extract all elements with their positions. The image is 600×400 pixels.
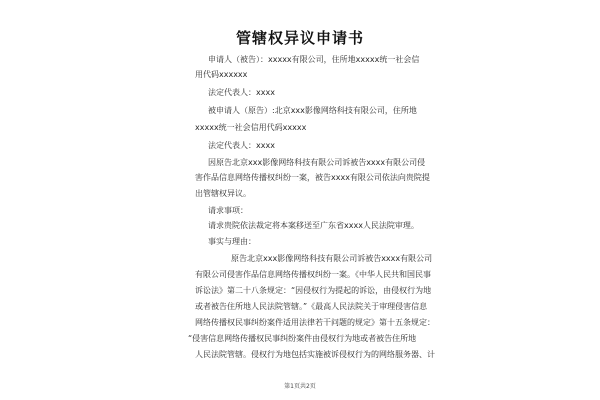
body-line: 申请人（被告）：xxxxx有限公司，住所地xxxxx统一社会信 (208, 55, 420, 64)
body-line: 请求事项： (208, 206, 248, 215)
body-line: 出管辖权异议。 (195, 189, 251, 198)
body-line: 被申请人（原告）:北京xxx影像网络科技有限公司，住所地 (208, 106, 417, 115)
body-line: 人民法院管辖。侵权行为地包括实施被诉侵权行为的网络服务器、计 (195, 350, 435, 359)
body-line: 或者被告住所地人民法院管辖。”《最高人民法院关于审理侵害信息 (195, 302, 428, 311)
body-line: 有限公司侵害作品信息网络传播权纠纷一案。《中华人民共和国民事 (195, 270, 431, 279)
body-line: 因原告北京xxx影像网络科技有限公司诉被告xxxx有限公司侵 (208, 158, 426, 167)
body-line: 事实与理由： (208, 237, 256, 246)
document-title: 管辖权异议申请书 (235, 29, 364, 47)
body-line: 法定代表人：xxxx (208, 88, 275, 97)
body-line: xxxxx统一社会信用代码xxxxx (195, 123, 307, 132)
body-line: 诉讼法》第二十八条规定：“因侵权行为提起的诉讼，由侵权行为地 (195, 286, 432, 295)
body-line: “侵害信息网络传播权民事纠纷案件由侵权行为地或者被告住所地 (188, 334, 417, 343)
body-line: 法定代表人：xxxx (208, 141, 275, 150)
body-line: 害作品信息网络传播权纠纷一案，被告xxxx有限公司依法向贵院提 (195, 173, 430, 182)
body-line: 用代码xxxxxx (195, 70, 248, 79)
page-number: 第1页共2页 (284, 383, 316, 390)
body-line: 原告北京xxx影像网络科技有限公司诉被告xxxx有限公司 (231, 254, 433, 263)
body-line: 请求贵院依法裁定将本案移送至广东省xxxx人民法院审理。 (208, 221, 419, 230)
body-line: 网络传播权民事纠纷案件适用法律若干问题的规定》第十五条规定： (195, 318, 435, 327)
